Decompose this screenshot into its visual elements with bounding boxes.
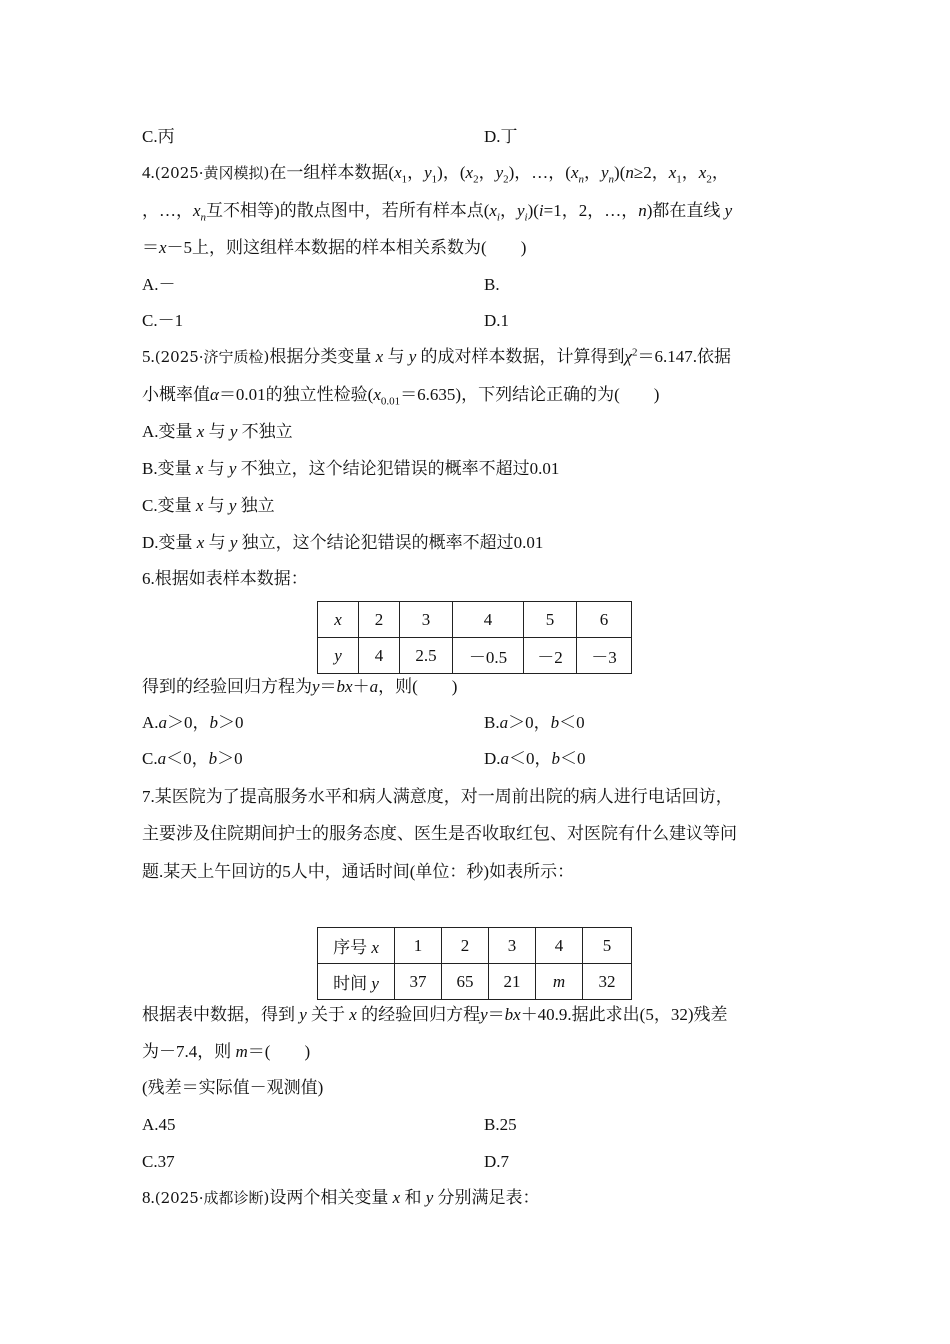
- q5-option-a: A.变量 x 与 y 不独立: [142, 422, 293, 441]
- table-cell: －2: [524, 638, 577, 674]
- q5-stem-line1: 5.(2025·济宁质检)根据分类变量 x 与 y 的成对样本数据，计算得到$\chi^2=6.147$.依据: [142, 346, 731, 366]
- table-header-cell: 时间 y: [318, 964, 395, 1000]
- q4-option-b: B.: [484, 275, 500, 294]
- q6-stem: 6.根据如表样本数据：: [142, 569, 308, 588]
- q6-option-a: A.a＞0，b＞0: [142, 713, 244, 732]
- q6-option-c: C.a＜0，b＞0: [142, 749, 243, 768]
- table-header-cell: x: [318, 602, 359, 638]
- q4-option-a: A.－: [142, 275, 176, 294]
- q7-after-table-line2: 为－7.4，则 m＝( ): [142, 1042, 311, 1061]
- q5-option-c: C.变量 x 与 y 独立: [142, 496, 275, 515]
- q7-stem-line1: 7.某医院为了提高服务水平和病人满意度，对一周前出院的病人进行电话回访，: [142, 787, 733, 806]
- q7-option-d: D.7: [484, 1152, 510, 1171]
- table-row: [318, 964, 632, 1000]
- table-row: [318, 602, 632, 638]
- q7-note: (残差＝实际值－观测值): [142, 1078, 324, 1097]
- q7-option-c: C.37: [142, 1152, 175, 1171]
- q7-stem-line2: 主要涉及住院期间护士的服务态度、医生是否收取红包、对医院有什么建议等问: [142, 824, 737, 843]
- table-cell: －3: [577, 638, 632, 674]
- table-cell: 4: [359, 638, 400, 674]
- table-cell: 5: [524, 602, 577, 638]
- q7-after-table-line1: 根据表中数据，得到 y 关于 x 的经验回归方程y＝bx＋40.9.据此求出(5，32)残差: [142, 1005, 728, 1024]
- q7-data-table: [317, 927, 632, 1000]
- q5-stem-line2: 小概率值α＝0.01的独立性检验$(x_{0.01}=6.635)$，下列结论正确的为( ): [142, 385, 660, 408]
- q7-stem-line3: 题.某天上午回访的5人中，通话时间(单位：秒)如表所示：: [142, 862, 575, 881]
- q8-stem: 8.(2025·成都诊断)设两个相关变量 x 和 y 分别满足表：: [142, 1188, 540, 1207]
- q4-option-d: D.1: [484, 311, 510, 330]
- table-cell: －0.5: [453, 638, 524, 674]
- table-cell: 6: [577, 602, 632, 638]
- q4-stem-line3: ＝x－5上，则这组样本数据的样本相关系数为( ): [142, 238, 527, 257]
- table-cell: 4: [453, 602, 524, 638]
- table-row: [318, 928, 632, 964]
- q6-option-d: D.a＜0，b＜0: [484, 749, 586, 768]
- q6-data-table: [317, 601, 632, 674]
- q7-option-b: B.25: [484, 1115, 517, 1134]
- table-cell: 5: [583, 928, 632, 964]
- table-cell: 37: [395, 964, 442, 1000]
- q7-option-a: A.45: [142, 1115, 176, 1134]
- table-cell: m: [536, 964, 583, 1000]
- q3-option-d: D.丁: [484, 127, 518, 146]
- table-cell: 65: [442, 964, 489, 1000]
- table-cell: 2.5: [400, 638, 453, 674]
- table-cell: 4: [536, 928, 583, 964]
- q3-option-c: C.丙: [142, 127, 175, 146]
- table-cell: 1: [395, 928, 442, 964]
- q4-option-c: C.－1: [142, 311, 184, 330]
- table-header-cell: y: [318, 638, 359, 674]
- q6-after-table: 得到的经验回归方程为y＝bx＋a，则( ): [142, 677, 458, 696]
- table-cell: 2: [442, 928, 489, 964]
- table-cell: 2: [359, 602, 400, 638]
- q6-option-b: B.a＞0，b＜0: [484, 713, 585, 732]
- table-cell: 3: [400, 602, 453, 638]
- table-row: [318, 638, 632, 674]
- table-cell: 3: [489, 928, 536, 964]
- table-cell: 32: [583, 964, 632, 1000]
- table-cell: 21: [489, 964, 536, 1000]
- q5-option-d: D.变量 x 与 y 独立，这个结论犯错误的概率不超过0.01: [142, 533, 544, 552]
- q4-stem-line2: ，…，$x_n$互不相等)的散点图中，若所有样本点($x_i$，$y_i)(i=1$，2，…，n)都在直线 y: [142, 201, 733, 224]
- table-header-cell: 序号 x: [318, 928, 395, 964]
- q5-option-b: B.变量 x 与 y 不独立，这个结论犯错误的概率不超过0.01: [142, 459, 560, 478]
- q4-stem-line1: 4.(2025·黄冈模拟)在一组样本数据($x_1$，$y_1$)，($x_2$，$y_2$)，…，($x_n$，$y_n)(n\ge 2$，$x_1$，$x_2$，: [142, 163, 729, 186]
